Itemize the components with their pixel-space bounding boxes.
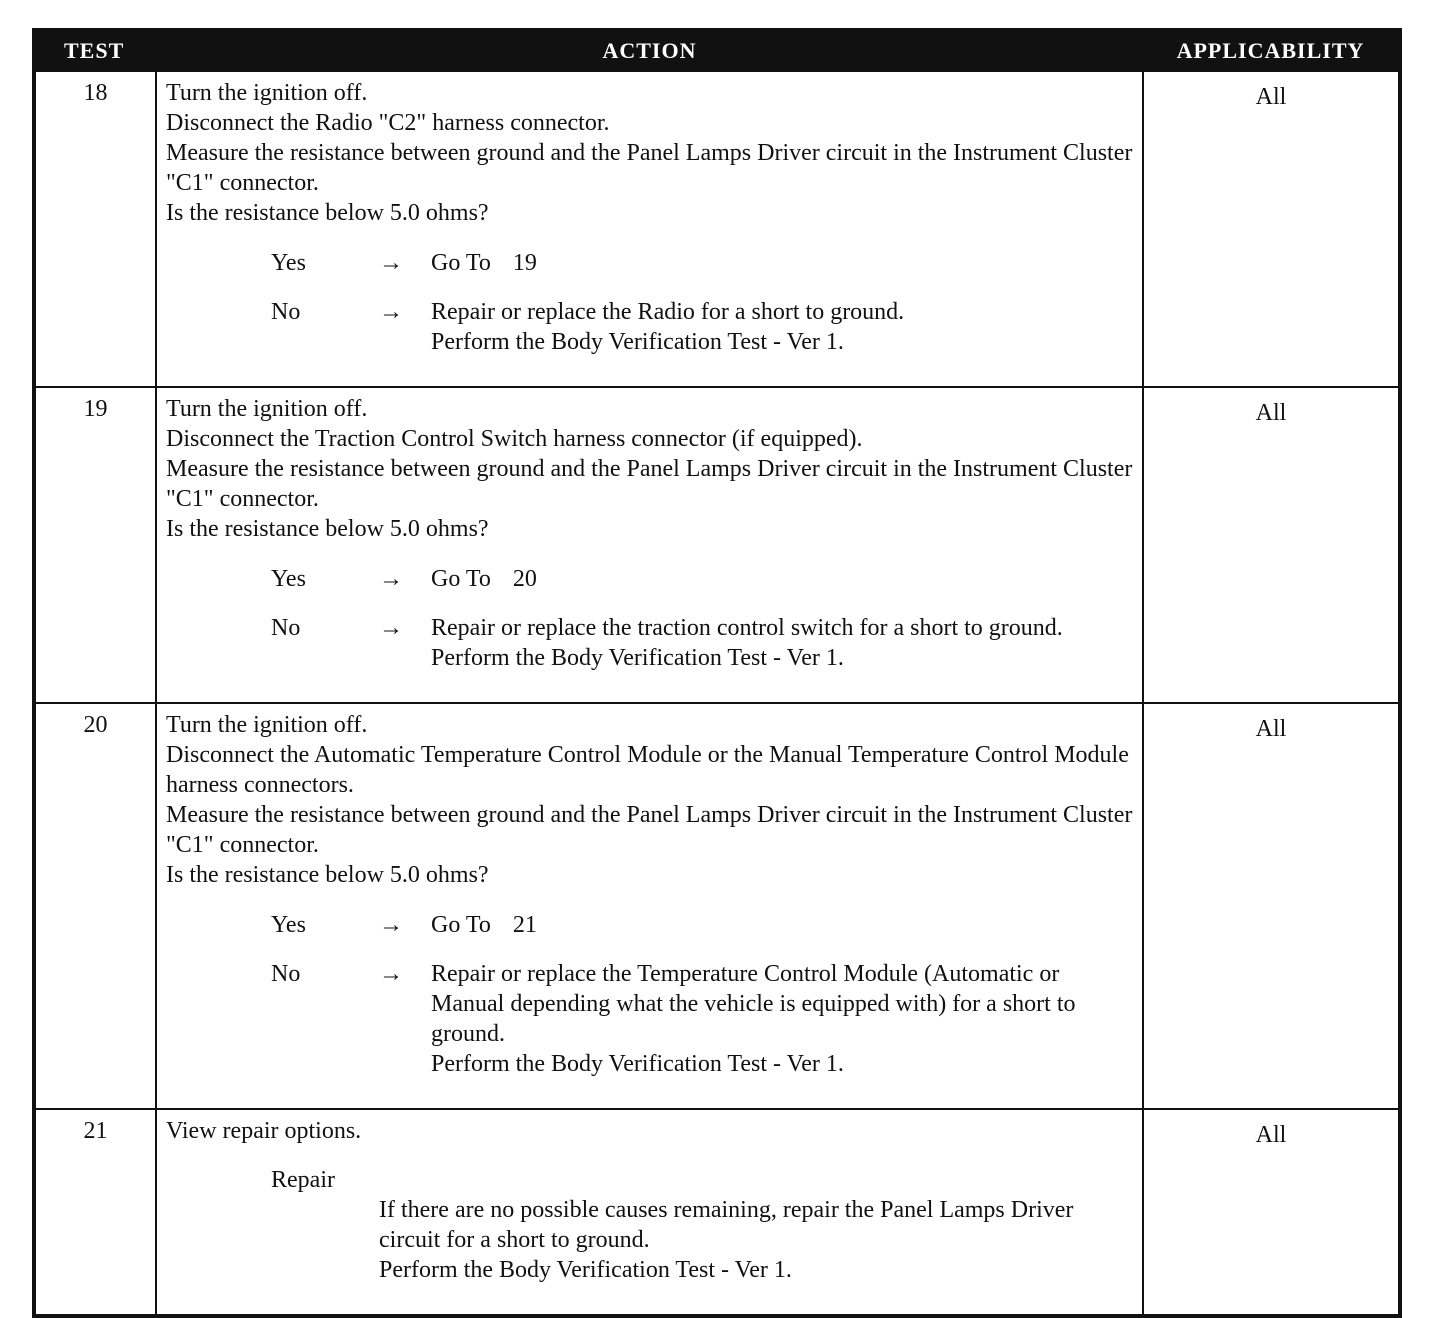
instruction: Turn the ignition off. (166, 80, 368, 106)
answer-no (166, 297, 1134, 357)
goto-text: Go To (431, 250, 491, 276)
answer-yes (166, 248, 1134, 278)
goto-text: Go To (431, 912, 491, 938)
applicability-value: All (1143, 71, 1400, 387)
table-header-row (34, 30, 1400, 71)
answer-label: Yes (271, 912, 306, 938)
instruction: Measure the resistance between ground and the Panel Lamps Driver circuit in the Instrument Cluster "C1" connector. (166, 140, 1133, 196)
arrow-icon: → (379, 299, 403, 325)
answer-label: Yes (271, 566, 306, 592)
instruction: Is the resistance below 5.0 ohms? (166, 862, 489, 888)
instruction: Turn the ignition off. (166, 396, 368, 422)
goto-target-link[interactable]: 20 (512, 566, 537, 592)
table-row (34, 387, 1400, 703)
answer-label: Yes (271, 250, 306, 276)
answer-line: Repair or replace the Radio for a short to ground. (431, 299, 905, 325)
arrow-icon: → (379, 250, 403, 276)
answer-line: Repair or replace the traction control switch for a short to ground. (431, 615, 1063, 641)
answer-text (431, 910, 1134, 940)
test-number: 18 (34, 71, 156, 387)
arrow-icon: → (379, 566, 403, 592)
instruction: Disconnect the Automatic Temperature Control Module or the Manual Temperature Control Module harness connectors. (166, 742, 1129, 798)
answer-text (431, 248, 1134, 278)
answer-label: No (271, 299, 301, 325)
answers (166, 910, 1134, 1079)
instruction: Is the resistance below 5.0 ohms? (166, 200, 489, 226)
action-cell (156, 703, 1143, 1109)
answer-text (431, 297, 1134, 357)
arrow-icon: → (379, 615, 403, 641)
diagnostic-test-table (32, 28, 1402, 1318)
table-row (34, 703, 1400, 1109)
repair-line: If there are no possible causes remaining, repair the Panel Lamps Driver circuit for a short to ground. (379, 1197, 1074, 1253)
answer-no (166, 613, 1134, 673)
answer-line: Repair or replace the Temperature Control Module (Automatic or Manual depending what the vehicle is equipped with) for a short to ground. (431, 961, 1076, 1047)
repair-lines (166, 1195, 1134, 1285)
repair-options (166, 1165, 1134, 1285)
test-number: 20 (34, 703, 156, 1109)
goto-target-link[interactable]: 19 (512, 250, 537, 276)
answer-text (431, 564, 1134, 594)
header-applicability: APPLICABILITY (1143, 30, 1400, 71)
goto-target-link[interactable]: 21 (512, 912, 537, 938)
goto-text: Go To (431, 566, 491, 592)
answer-yes (166, 564, 1134, 594)
applicability-value: All (1143, 387, 1400, 703)
action-cell (156, 387, 1143, 703)
instruction: Measure the resistance between ground and the Panel Lamps Driver circuit in the Instrument Cluster "C1" connector. (166, 802, 1133, 858)
repair-line: Perform the Body Verification Test - Ver 1. (379, 1257, 792, 1283)
applicability-value: All (1143, 703, 1400, 1109)
answer-line: Perform the Body Verification Test - Ver 1. (431, 329, 844, 355)
answer-label: No (271, 615, 301, 641)
test-number: 19 (34, 387, 156, 703)
test-number: 21 (34, 1109, 156, 1316)
table-row (34, 71, 1400, 387)
action-cell (156, 1109, 1143, 1316)
instruction: Disconnect the Traction Control Switch harness connector (if equipped). (166, 426, 863, 452)
answer-text (431, 959, 1134, 1079)
arrow-icon: → (379, 912, 403, 938)
instruction: View repair options. (166, 1118, 362, 1144)
table-row (34, 1109, 1400, 1316)
applicability-value: All (1143, 1109, 1400, 1316)
answer-no (166, 959, 1134, 1079)
answer-label: No (271, 961, 301, 987)
header-action: ACTION (156, 30, 1143, 71)
answer-text (431, 613, 1134, 673)
instruction: Measure the resistance between ground and the Panel Lamps Driver circuit in the Instrument Cluster "C1" connector. (166, 456, 1133, 512)
action-cell (156, 71, 1143, 387)
repair-label: Repair (271, 1167, 335, 1193)
header-test: TEST (34, 30, 156, 71)
instruction: Is the resistance below 5.0 ohms? (166, 516, 489, 542)
answers (166, 248, 1134, 357)
arrow-icon: → (379, 961, 403, 987)
answer-yes (166, 910, 1134, 940)
answer-line: Perform the Body Verification Test - Ver 1. (431, 645, 844, 671)
instruction: Disconnect the Radio "C2" harness connector. (166, 110, 610, 136)
instruction: Turn the ignition off. (166, 712, 368, 738)
answer-line: Perform the Body Verification Test - Ver 1. (431, 1051, 844, 1077)
answers (166, 564, 1134, 673)
